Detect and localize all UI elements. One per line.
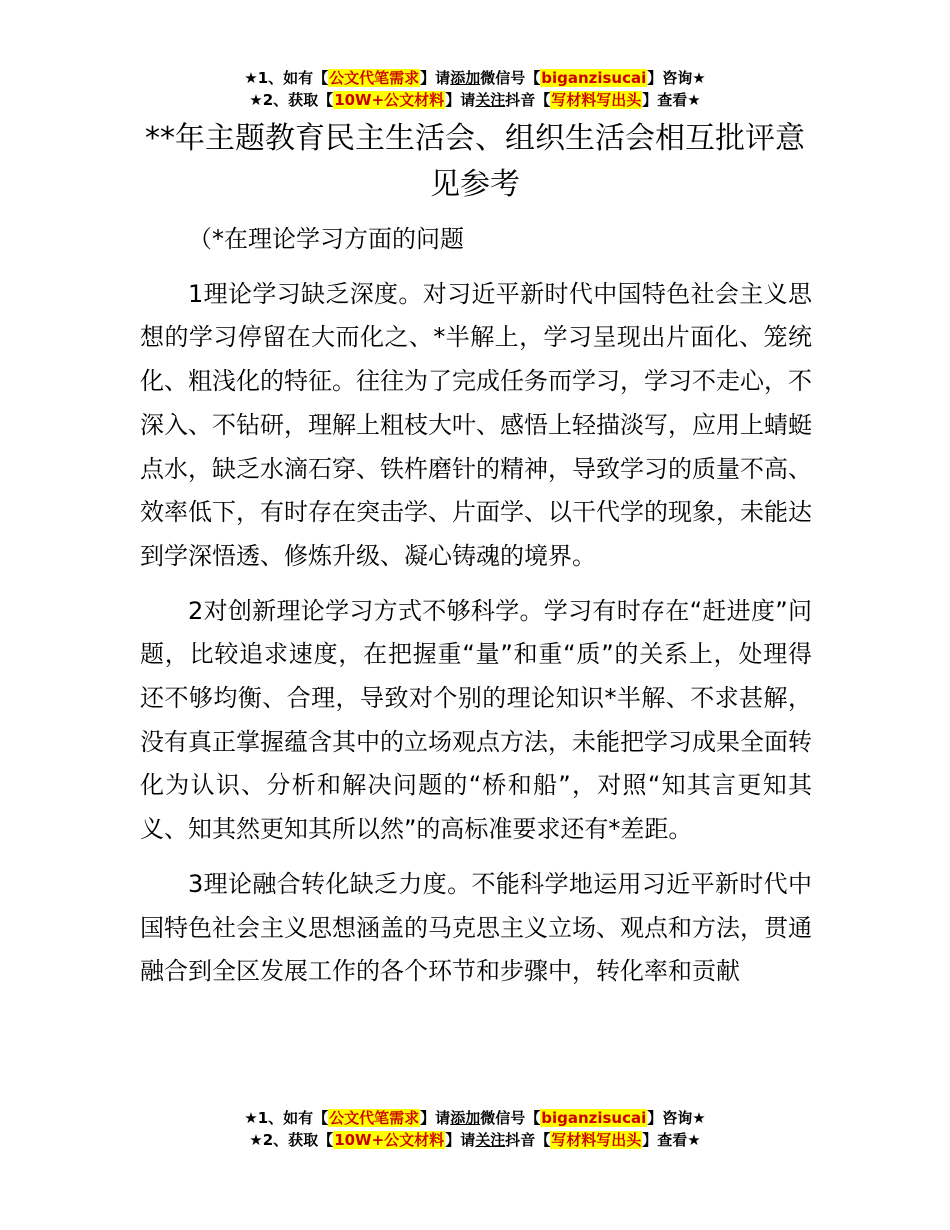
- banner-text: 】查看★: [642, 91, 701, 109]
- highlight-wechat-id: biganzisucai: [541, 1109, 647, 1127]
- highlight-service: 公文代笔需求: [329, 69, 420, 87]
- banner-text: 】咨询★: [647, 1109, 706, 1127]
- banner-text: 】请: [420, 1109, 451, 1127]
- banner-underlined-text: 关注: [475, 91, 506, 109]
- banner-text: ★2、获取【: [249, 1131, 334, 1149]
- banner-text: 】咨询★: [647, 69, 706, 87]
- highlight-douyin-account: 写材料写出头: [551, 1131, 642, 1149]
- banner-line-2: [0, 89, 950, 111]
- document-body: [140, 218, 812, 994]
- banner-text: ★1、如有【: [244, 69, 329, 87]
- banner-underlined-text: 添加: [450, 69, 481, 87]
- footer-banner: [0, 1107, 950, 1151]
- banner-text: ★1、如有【: [244, 1109, 329, 1127]
- banner-text: 抖音【: [505, 91, 551, 109]
- highlight-materials: 10W+公文材料: [334, 1131, 445, 1149]
- highlight-douyin-account: 写材料写出头: [551, 91, 642, 109]
- banner-line-1: [0, 67, 950, 89]
- header-banner: [0, 67, 950, 111]
- section-heading: （*在理论学习方面的问题: [188, 225, 464, 253]
- banner-line-1: [0, 1107, 950, 1129]
- paragraph: 2对创新理论学习方式不够科学。学习有时存在“赶进度”问题，比较追求速度，在把握重“量”和重“质”的关系上，处理得还不够均衡、合理，导致对个别的理论知识*半解、不求甚解，没有真正掌握蕴含其中的立场观点方法，未能把学习成果全面转化为认识、分析和解决问题的“桥和船”，对照“知其言更知其义、知其然更知其所以然”的高标准要求还有*差距。: [140, 596, 812, 844]
- banner-underlined-text: 关注: [475, 1131, 506, 1149]
- highlight-materials: 10W+公文材料: [334, 91, 445, 109]
- banner-text: ★2、获取【: [249, 91, 334, 109]
- document-title: **年主题教育民主生活会、组织生活会相互批评意见参考: [145, 121, 805, 202]
- banner-text: 】查看★: [642, 1131, 701, 1149]
- banner-text: 微信号【: [480, 1109, 541, 1127]
- banner-line-2: [0, 1129, 950, 1151]
- banner-text: 抖音【: [505, 1131, 551, 1149]
- paragraph: 3理论融合转化缺乏力度。不能科学地运用习近平新时代中国特色社会主义思想涵盖的马克思主义立场、观点和方法，贯通融合到全区发展工作的各个环节和步骤中，转化率和贡献: [140, 869, 812, 986]
- banner-text: 微信号【: [480, 69, 541, 87]
- highlight-service: 公文代笔需求: [329, 1109, 420, 1127]
- banner-text: 】请: [420, 69, 451, 87]
- banner-text: 】请: [445, 1131, 476, 1149]
- banner-text: 】请: [445, 91, 476, 109]
- highlight-wechat-id: biganzisucai: [541, 69, 647, 87]
- paragraph: 1理论学习缺乏深度。对习近平新时代中国特色社会主义思想的学习停留在大而化之、*半解上，学习呈现出片面化、笼统化、粗浅化的特征。往往为了完成任务而学习，学习不走心，不深入、不钻研，理解上粗枝大叶、感悟上轻描淡写，应用上蜻蜓点水，缺乏水滴石穿、铁杵磨针的精神，导致学习的质量不高、效率低下，有时存在突击学、片面学、以干代学的现象，未能达到学深悟透、修炼升级、凝心铸魂的境界。: [140, 279, 812, 570]
- banner-underlined-text: 添加: [450, 1109, 481, 1127]
